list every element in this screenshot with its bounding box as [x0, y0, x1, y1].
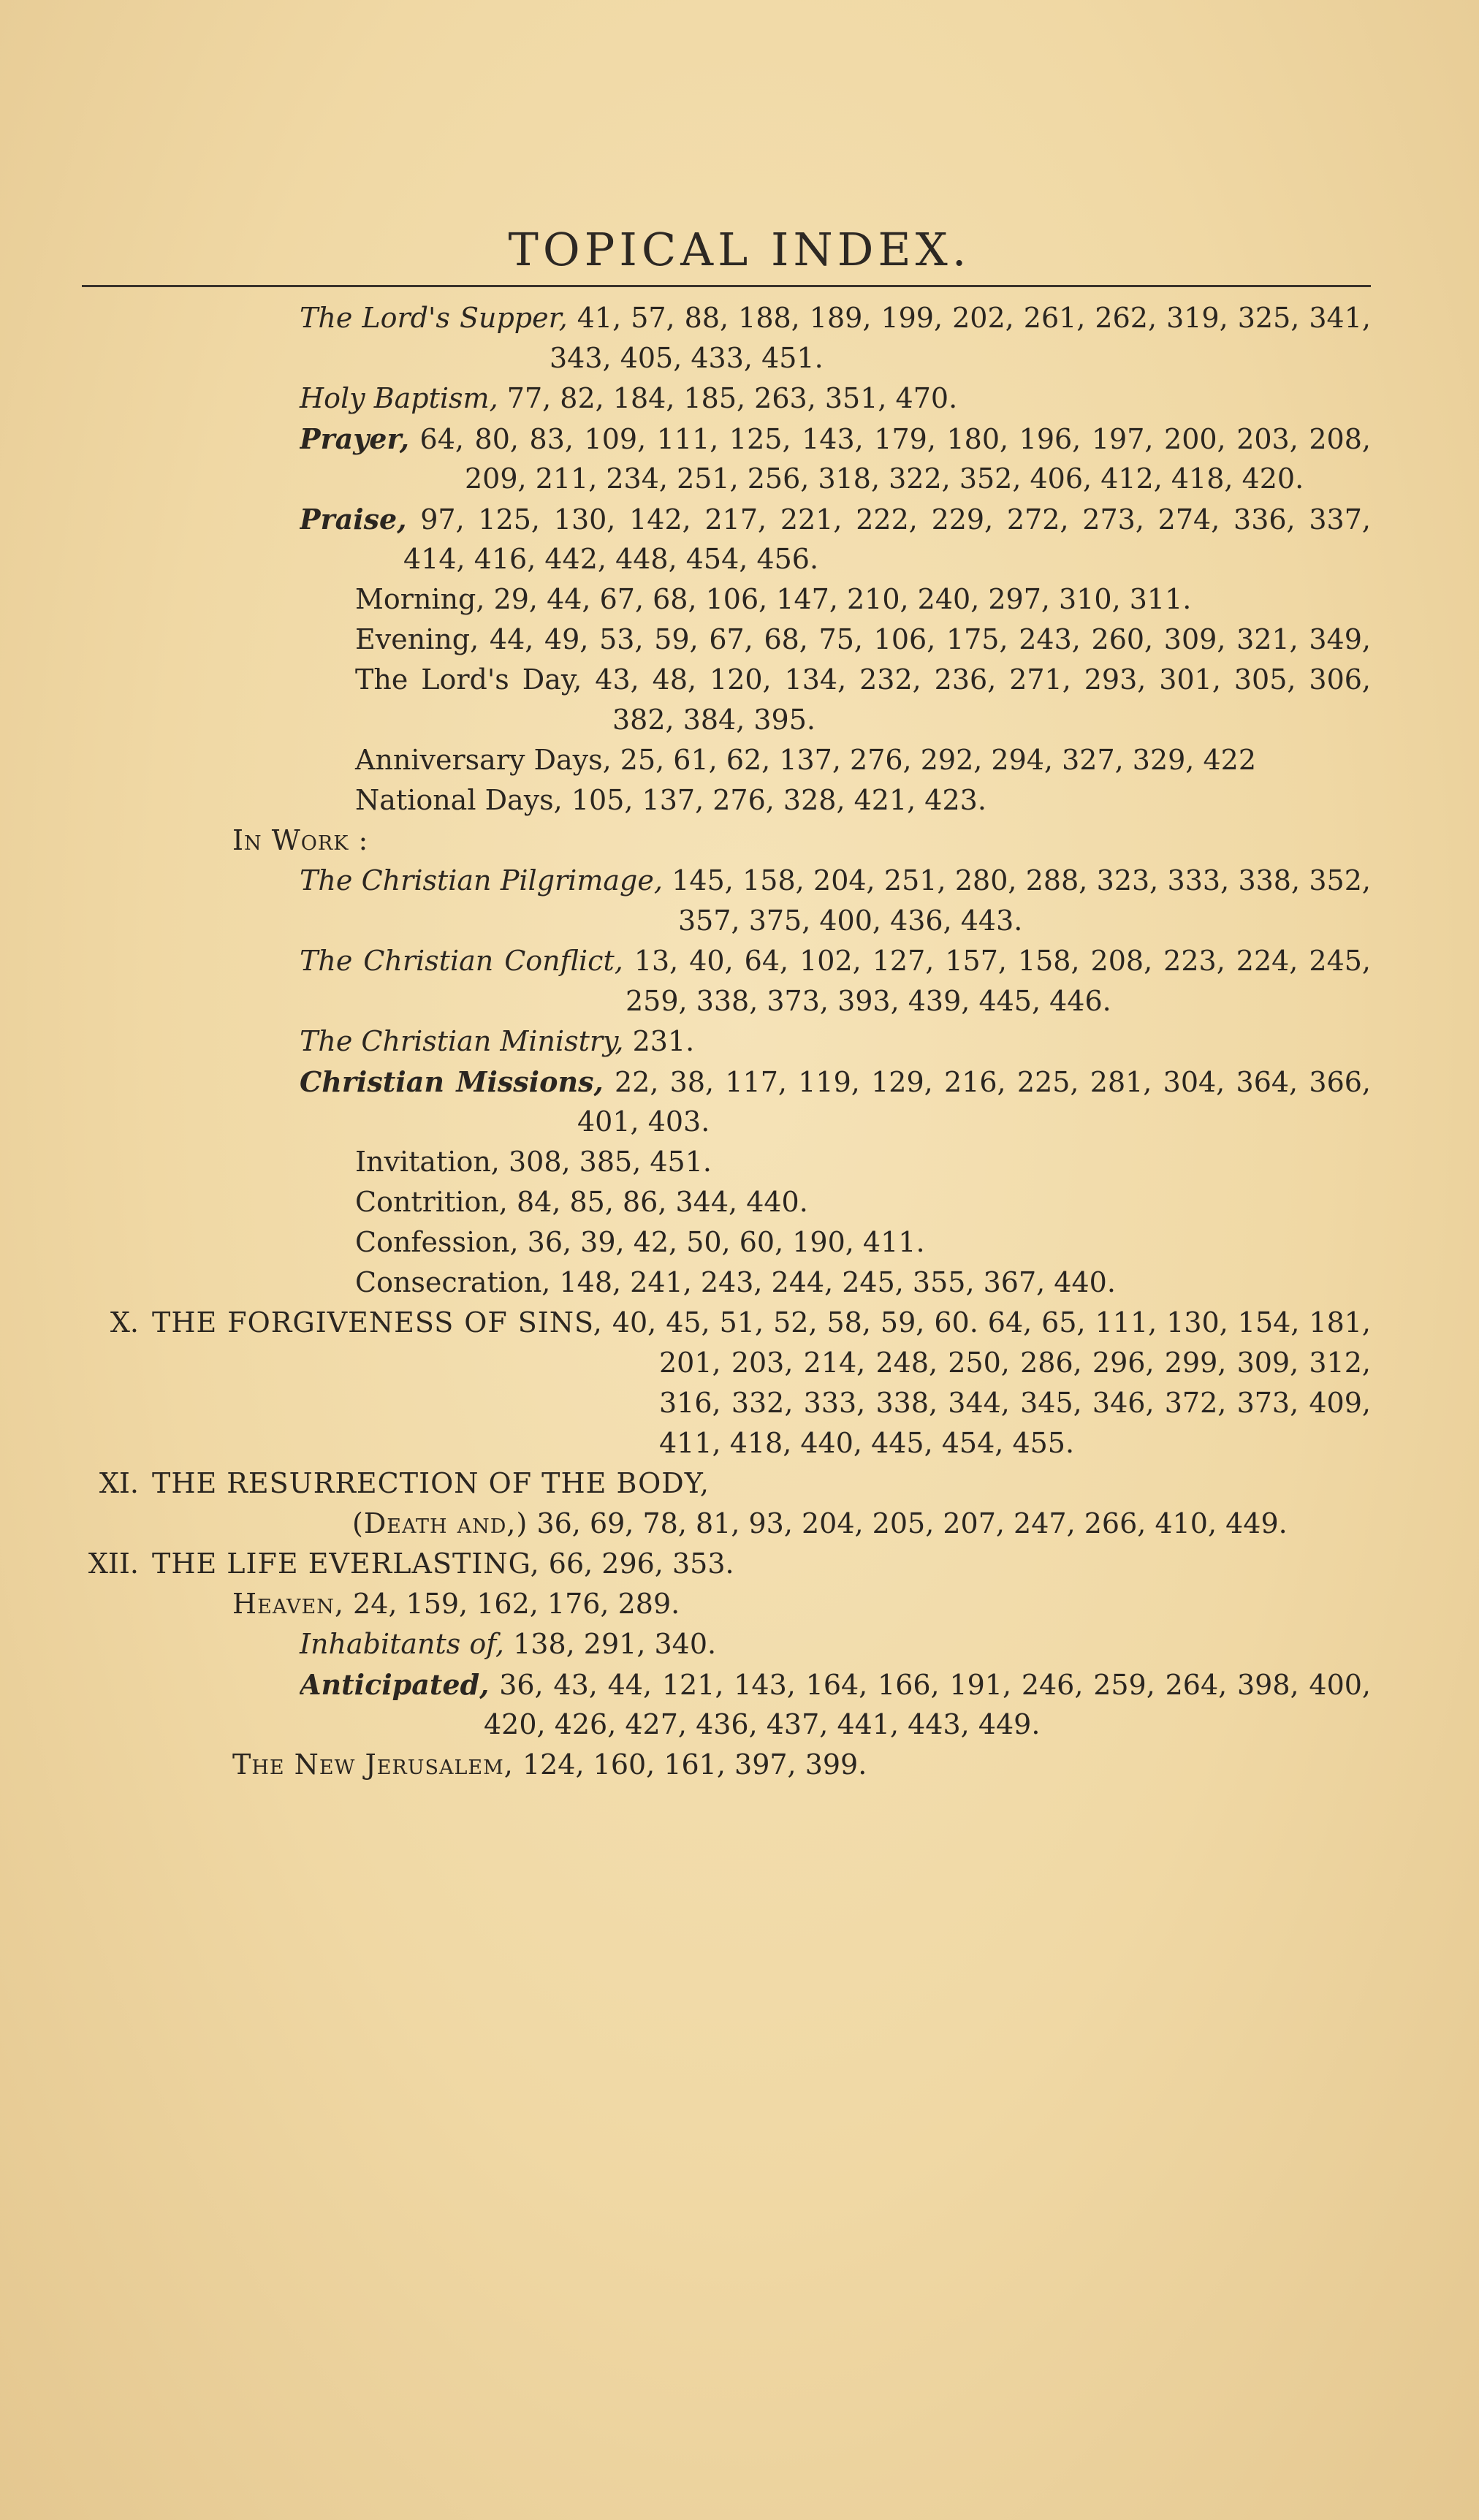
entry-pages: 25, 61, 62, 137, 276, 292, 294, 327, 329, 422 — [620, 744, 1256, 776]
entry-pages: 24, 159, 162, 176, 289. — [353, 1588, 680, 1620]
index-entry-morning — [0, 579, 1479, 620]
page-title: TOPICAL INDEX. — [508, 223, 971, 276]
index-entry-lords-day — [0, 660, 1479, 740]
index-entry-contrition — [0, 1182, 1479, 1222]
entry-term: Christian Missions, — [300, 1065, 604, 1098]
entry-pages-cont: 343, 405, 433, 451. — [550, 342, 824, 374]
index-entry-evening — [0, 620, 1479, 660]
entry-pages-cont: 401, 403. — [577, 1105, 710, 1138]
entry-pages-cont: 357, 375, 400, 436, 443. — [678, 905, 1023, 937]
entry-pages: 36, 39, 42, 50, 60, 190, 411. — [527, 1226, 925, 1258]
entry-term: Anticipated, — [300, 1668, 490, 1701]
entry-pages-cont: 259, 338, 373, 393, 439, 445, 446. — [626, 985, 1111, 1017]
index-entry-national-days — [0, 780, 1479, 821]
title-rule — [82, 285, 1371, 287]
entry-term: Invitation, — [355, 1146, 500, 1178]
index-entry-christian-conflict — [0, 941, 1479, 1021]
section-numeral: XI. — [99, 1467, 139, 1499]
index-entries — [0, 298, 1479, 1785]
entry-pages: 40, 45, 51, 52, 58, 59, 60. 64, 65, 111, 130, 154, 181, — [612, 1306, 1371, 1339]
entry-pages: 36, 69, 78, 81, 93, 204, 205, 207, 247, 266, 410, 449. — [536, 1507, 1288, 1539]
entry-pages-cont: 382, 384, 395. — [612, 704, 815, 736]
index-entry-christian-missions — [0, 1062, 1479, 1142]
index-entry-christian-pilgrimage — [0, 861, 1479, 941]
index-entry-confession — [0, 1222, 1479, 1263]
entry-pages: 66, 296, 353. — [548, 1548, 734, 1580]
index-entry-invitation — [0, 1142, 1479, 1182]
entry-pages: 36, 43, 44, 121, 143, 164, 166, 191, 246, 259, 264, 398, 400, — [499, 1669, 1371, 1701]
entry-term: The New Jerusalem, — [232, 1748, 514, 1781]
index-entry-christian-ministry — [0, 1021, 1479, 1062]
entry-term: Contrition, — [355, 1186, 508, 1218]
entry-pages: 145, 158, 204, 251, 280, 288, 323, 333, 338, 352, — [672, 864, 1371, 897]
entry-pages-cont: 316, 332, 333, 338, 344, 345, 346, 372, 373, 409, — [659, 1387, 1371, 1419]
entry-pages: 148, 241, 243, 244, 245, 355, 367, 440. — [559, 1266, 1116, 1298]
entry-pages: 97, 125, 130, 142, 217, 221, 222, 229, 272, 273, 274, 336, 337, — [420, 503, 1371, 536]
index-entry-holy-baptism — [0, 378, 1479, 419]
entry-pages-cont: 414, 416, 442, 448, 454, 456. — [403, 543, 819, 575]
entry-term: Inhabitants of, — [300, 1628, 505, 1660]
entry-term: The Christian Ministry, — [300, 1025, 624, 1057]
entry-pages: 308, 385, 451. — [508, 1146, 712, 1178]
entry-term: Heaven, — [232, 1588, 344, 1620]
entry-term: Anniversary Days, — [355, 744, 612, 776]
entry-pages: 105, 137, 276, 328, 421, 423. — [571, 784, 986, 816]
entry-pages: 231. — [632, 1025, 695, 1057]
index-entry-prayer — [0, 419, 1479, 499]
entry-pages-cont: 420, 426, 427, 436, 437, 441, 443, 449. — [484, 1708, 1041, 1740]
entry-term: THE LIFE EVERLASTING, — [152, 1548, 540, 1580]
index-entry-anniversary-days — [0, 740, 1479, 780]
entry-term: Praise, — [300, 503, 407, 536]
entry-term: The Lord's Day, — [355, 663, 582, 696]
entry-term: In Work : — [232, 824, 369, 856]
entry-term: THE RESURRECTION OF THE BODY, — [152, 1467, 710, 1499]
index-entry-praise — [0, 499, 1479, 579]
entry-term: The Christian Conflict, — [300, 945, 623, 977]
entry-term: Morning, — [355, 583, 485, 615]
index-heading-in-work — [0, 821, 1479, 861]
entry-pages: 138, 291, 340. — [513, 1628, 717, 1660]
entry-pages: 64, 80, 83, 109, 111, 125, 143, 179, 180, 196, 197, 200, 203, 208, — [419, 423, 1371, 455]
entry-term: Prayer, — [300, 422, 409, 455]
entry-term: Holy Baptism, — [300, 382, 498, 414]
section-numeral: X. — [110, 1306, 139, 1339]
entry-pages: 44, 49, 53, 59, 67, 68, 75, 106, 175, 243, 260, 309, 321, 349, — [489, 623, 1371, 655]
entry-pages-cont: 411, 418, 440, 445, 454, 455. — [659, 1427, 1075, 1459]
index-section-resurrection — [0, 1463, 1479, 1544]
index-section-forgiveness-of-sins — [0, 1303, 1479, 1463]
index-entry-new-jerusalem — [0, 1745, 1479, 1785]
entry-pages: 29, 44, 67, 68, 106, 147, 210, 240, 297, 310, 311. — [493, 583, 1192, 615]
entry-pages: 22, 38, 117, 119, 129, 216, 225, 281, 304, 364, 366, — [614, 1066, 1371, 1098]
entry-term: The Lord's Supper, — [300, 302, 568, 334]
entry-pages: 43, 48, 120, 134, 232, 236, 271, 293, 301, 305, 306, — [595, 663, 1371, 696]
index-entry-inhabitants — [0, 1624, 1479, 1664]
index-entry-consecration — [0, 1263, 1479, 1303]
entry-pages: 84, 85, 86, 344, 440. — [516, 1186, 808, 1218]
index-entry-heaven — [0, 1584, 1479, 1624]
index-entry-lords-supper — [0, 298, 1479, 378]
entry-term: Consecration, — [355, 1266, 551, 1298]
index-section-life-everlasting — [0, 1544, 1479, 1584]
entry-term: Confession, — [355, 1226, 519, 1258]
entry-term: THE FORGIVENESS OF SINS, — [152, 1306, 603, 1339]
entry-pages: 124, 160, 161, 397, 399. — [522, 1748, 867, 1781]
entry-term: Evening, — [355, 623, 479, 655]
entry-term: The Christian Pilgrimage, — [300, 864, 663, 897]
entry-pages: 13, 40, 64, 102, 127, 157, 158, 208, 223, 224, 245, — [634, 945, 1371, 977]
index-entry-anticipated — [0, 1664, 1479, 1745]
entry-pages: 41, 57, 88, 188, 189, 199, 202, 261, 262, 319, 325, 341, — [577, 302, 1371, 334]
entry-sub: (Death and,) — [352, 1507, 528, 1539]
entry-term: National Days, — [355, 784, 563, 816]
entry-pages: 77, 82, 184, 185, 263, 351, 470. — [506, 382, 958, 414]
entry-pages-cont: 201, 203, 214, 248, 250, 286, 296, 299, 309, 312, — [659, 1347, 1371, 1379]
entry-pages-cont: 209, 211, 234, 251, 256, 318, 322, 352, 406, 412, 418, 420. — [465, 462, 1304, 495]
section-numeral: XII. — [88, 1548, 139, 1580]
